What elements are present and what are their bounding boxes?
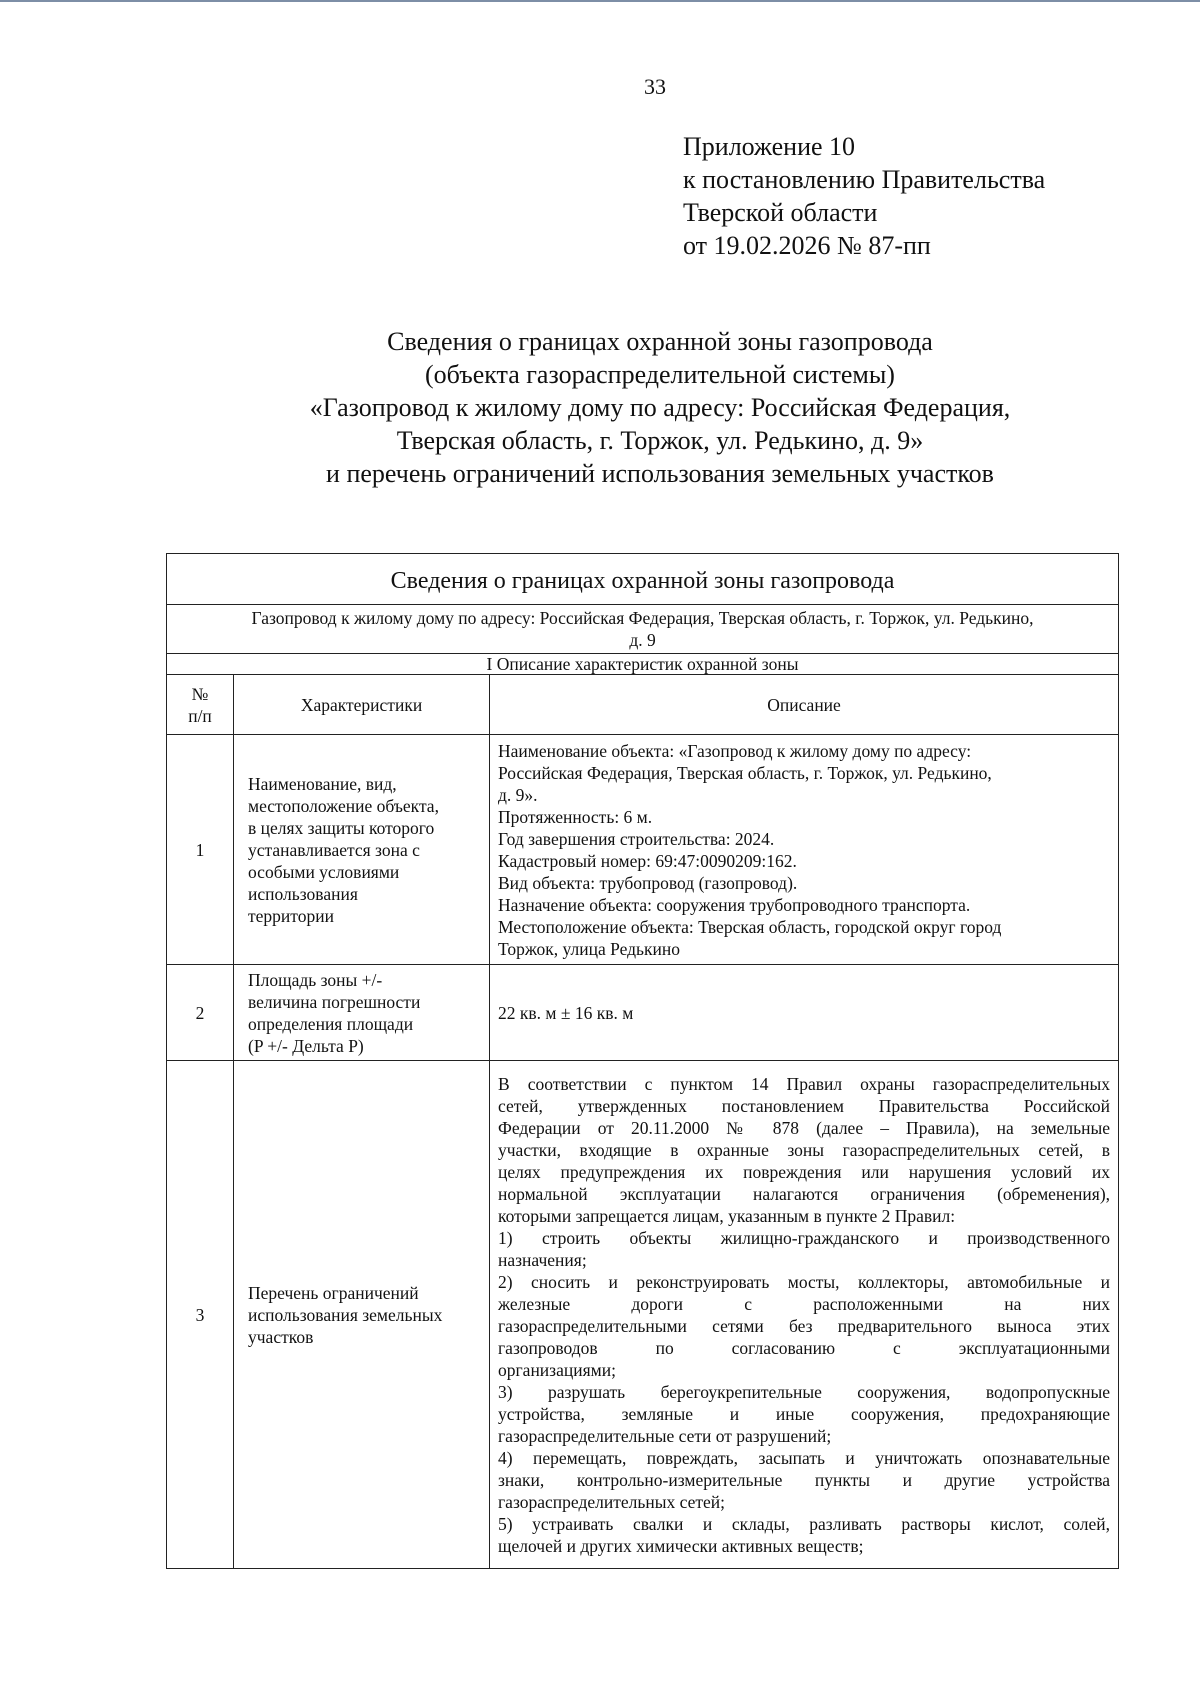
- table-header-row: [167, 675, 1119, 735]
- object-name-line: Газопровод к жилому дому по адресу: Российская Федерация, Тверская область, г. Торжок, ул. Редькино,: [251, 608, 1034, 628]
- table-title-row: [167, 554, 1119, 605]
- row-characteristic: [234, 735, 490, 965]
- restriction-line: газораспределительными сетями без предварительного выноса этих: [498, 1315, 1111, 1336]
- title-line: Тверская область, г. Торжок, ул. Редькино, д. 9»: [396, 426, 924, 455]
- header-characteristics: Характеристики: [234, 675, 490, 735]
- table-row: [167, 735, 1119, 965]
- description-line: Вид объекта: трубопровод (газопровод).: [498, 872, 798, 893]
- description-line: Кадастровый номер: 69:47:0090209:162.: [498, 850, 797, 871]
- title-line: и перечень ограничений использования земельных участков: [326, 459, 994, 488]
- object-name-row: [167, 605, 1119, 654]
- characteristic-line: участков: [248, 1326, 314, 1347]
- zone-info-table: [166, 553, 1119, 1569]
- restriction-line: участки, входящие в охранные зоны газораспределительных сетей, в: [498, 1139, 1111, 1160]
- table-row: [167, 1061, 1119, 1569]
- description-line: д. 9».: [498, 784, 538, 805]
- restriction-line: 3) разрушать берегоукрепительные сооружения, водопропускные: [498, 1381, 1111, 1402]
- row-number: 1: [167, 735, 234, 965]
- characteristic-line: использования земельных: [248, 1304, 443, 1325]
- restriction-line: знаки, контрольно-измерительные пункты и другие устройства: [498, 1469, 1111, 1490]
- characteristic-line: в целях защиты которого: [248, 817, 435, 838]
- section-heading: I Описание характеристик охранной зоны: [167, 654, 1119, 675]
- object-name: [167, 605, 1119, 654]
- appendix-line: к постановлению Правительства: [683, 165, 1046, 194]
- appendix-line: от 19.02.2026 № 87-пп: [683, 231, 931, 260]
- row-characteristic: [234, 1061, 490, 1569]
- restriction-line: газопроводов по согласованию с эксплуатационными: [498, 1337, 1111, 1358]
- restriction-line: 1) строить объекты жилищно-гражданского и производственного: [498, 1227, 1111, 1248]
- header-number-symbol: №: [191, 683, 209, 704]
- header-number: [167, 675, 234, 735]
- title-line: Сведения о границах охранной зоны газопровода: [387, 327, 933, 356]
- row-characteristic: [234, 965, 490, 1061]
- row-number: 2: [167, 965, 234, 1061]
- header-description: Описание: [490, 675, 1119, 735]
- title-line: «Газопровод к жилому дому по адресу: Российская Федерация,: [309, 393, 1011, 422]
- restriction-line: нормальной эксплуатации налагаются ограничения (обременения),: [498, 1183, 1111, 1204]
- restriction-line: организациями;: [498, 1359, 616, 1380]
- row-description: [490, 1061, 1119, 1569]
- restriction-line: щелочей и других химически активных веществ;: [498, 1535, 864, 1556]
- restriction-line: назначения;: [498, 1249, 587, 1270]
- description-line: Торжок, улица Редькино: [498, 938, 681, 959]
- restriction-line: газораспределительных сетей;: [498, 1491, 725, 1512]
- restriction-line: 4) перемещать, повреждать, засыпать и уничтожать опознавательные: [498, 1447, 1111, 1468]
- title-line: (объекта газораспределительной системы): [425, 360, 895, 389]
- characteristic-line: определения площади: [248, 1013, 414, 1034]
- row-description: [490, 735, 1119, 965]
- characteristic-line: (P +/- Дельта P): [248, 1035, 364, 1056]
- characteristic-line: Наименование, вид,: [248, 773, 397, 794]
- description-line: Протяженность: 6 м.: [498, 806, 653, 827]
- restriction-line: железные дороги с расположенными на них: [498, 1293, 1111, 1314]
- restriction-line: 5) устраивать свалки и склады, разливать растворы кислот, солей,: [498, 1513, 1111, 1534]
- restriction-line: Федерации от 20.11.2000 № 878 (далее – Правила), на земельные: [498, 1117, 1111, 1138]
- table-title: Сведения о границах охранной зоны газопровода: [167, 554, 1119, 605]
- appendix-block: [683, 130, 1045, 262]
- page-number: 33: [644, 74, 666, 99]
- restriction-line: 2) сносить и реконструировать мосты, коллекторы, автомобильные и: [498, 1271, 1111, 1292]
- description-line: Местоположение объекта: Тверская область, городской округ город: [498, 916, 1002, 937]
- section-row: [167, 654, 1119, 675]
- description-line: Наименование объекта: «Газопровод к жилому дому по адресу:: [498, 740, 972, 761]
- characteristic-line: устанавливается зона с: [248, 839, 420, 860]
- object-name-line: д. 9: [629, 630, 656, 650]
- document-title: [190, 325, 1130, 490]
- characteristic-line: территории: [248, 905, 334, 926]
- description-line: Назначение объекта: сооружения трубопроводного транспорта.: [498, 894, 971, 915]
- characteristic-line: Перечень ограничений: [248, 1282, 419, 1303]
- characteristic-line: особыми условиями: [248, 861, 400, 882]
- restriction-line: целях предупреждения их повреждения или нарушения условий их: [498, 1161, 1111, 1182]
- characteristic-line: местоположение объекта,: [248, 795, 439, 816]
- restriction-line: устройства, земляные и иные сооружения, предохраняющие: [498, 1403, 1111, 1424]
- description-line: 22 кв. м ± 16 кв. м: [498, 1002, 634, 1023]
- restriction-line: В соответствии с пунктом 14 Правил охраны газораспределительных: [498, 1073, 1111, 1094]
- restriction-line: сетей, утвержденных постановлением Правительства Российской: [498, 1095, 1111, 1116]
- row-number: 3: [167, 1061, 234, 1569]
- description-line: Год завершения строительства: 2024.: [498, 828, 775, 849]
- characteristic-line: использования: [248, 883, 358, 904]
- page-top-edge: [0, 0, 1200, 2]
- description-line: Российская Федерация, Тверская область, г. Торжок, ул. Редькино,: [498, 762, 992, 783]
- restriction-line: газораспределительные сети от разрушений;: [498, 1425, 832, 1446]
- header-number-label: п/п: [188, 705, 212, 726]
- table-row: [167, 965, 1119, 1061]
- row-description: [490, 965, 1119, 1061]
- restriction-line: которыми запрещается лицам, указанным в пункте 2 Правил:: [498, 1205, 956, 1226]
- appendix-line: Тверской области: [683, 198, 878, 227]
- characteristic-line: величина погрешности: [248, 991, 421, 1012]
- characteristic-line: Площадь зоны +/-: [248, 969, 383, 990]
- appendix-line: Приложение 10: [683, 132, 856, 161]
